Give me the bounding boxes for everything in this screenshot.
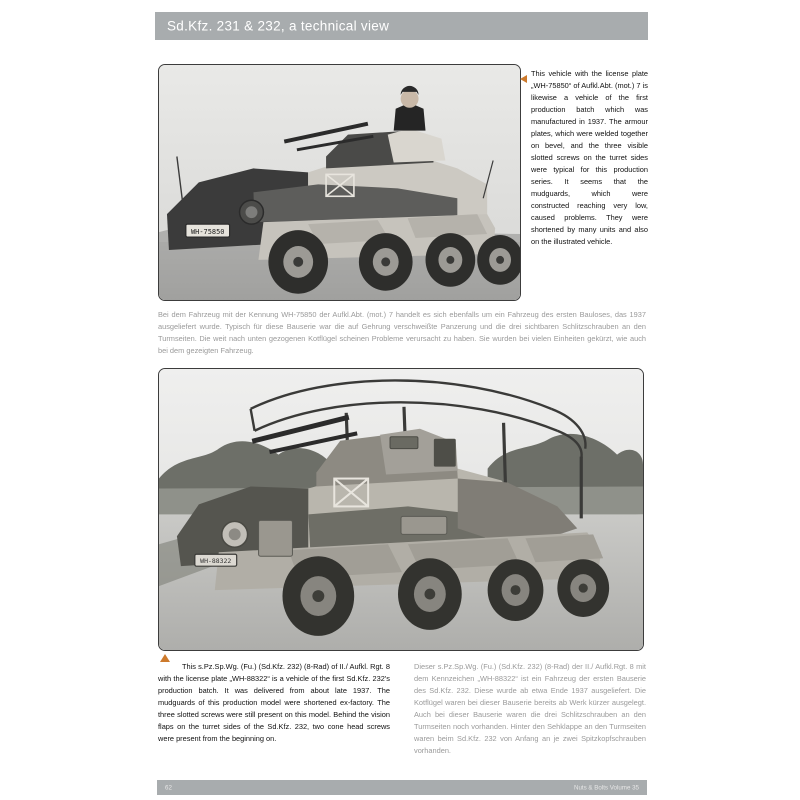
left-triangle-marker-icon: [520, 75, 527, 83]
caption-row-photo2: [158, 661, 646, 761]
page-number: 62: [165, 784, 172, 791]
page-title: Sd.Kfz. 231 & 232, a technical view: [167, 18, 390, 34]
caption-photo2-english: [158, 661, 390, 745]
up-triangle-marker-icon: [160, 654, 170, 662]
caption-photo2-english-text: This s.Pz.Sp.Wg. (Fu.) (Sd.Kfz. 232) (8-Rad) of II./ Aufkl. Rgt. 8 with the license plate „WH-88322“ is a vehicle of the first Sd.Kfz. 232's production batch. It was delivered from about late 1937. The mudguards of this production model were shortened ex-factory. The three slotted screws were still present on this model. Behind the vision flaps on the turret sides of the Sd.Kfz. 232, two cone head screws were present from the beginning on.: [158, 662, 390, 743]
photo-sdkfz-231: [158, 64, 521, 301]
photo-sdkfz-232: [158, 368, 644, 651]
caption-photo1-german-text: Bei dem Fahrzeug mit der Kennung WH-75850 der Aufkl.Abt. (mot.) 7 handelt es sich ebenfalls um ein Fahrzeug des ersten Bauloses, das 1937 ausgeliefert wurde. Typisch für diese Bauserie war die auf Gehrung verschweißte Panzerung und die drei sichtbaren Schlitzschrauben an den Turmseiten. Die weit nach unten gezogenen Kotflügel scheinen Probleme verursacht zu haben. Sie wurden bei vielen Einheiten gekürzt, wie auch bei dem gezeigten Fahrzeug.: [158, 310, 646, 355]
page-footer-bar: [157, 780, 647, 795]
publication-name: Nuts & Bolts Volume 35: [573, 784, 639, 791]
sdkfz-232-photo-image: [159, 369, 643, 651]
caption-photo2-german: [414, 661, 646, 757]
svg-text:WH-88322: WH-88322: [200, 557, 232, 566]
page-header-bar: [155, 12, 648, 40]
svg-text:WH-75850: WH-75850: [190, 228, 225, 237]
caption-photo1-german: [158, 309, 646, 357]
side-text-paragraph: This vehicle with the license plate „WH-75850“ of Aufkl.Abt. (mot.) 7 is likewise a vehicle of the first production batch which was manufactured in 1937. The armour plates, which were welded together on bevel, and the three visible slotted screws on the turret sides were typical for this production series. It seems that the mudguards, which were constructed reaching very low, caused problems. They were shortened by many units and also on the illustrated vehicle.: [531, 69, 648, 246]
side-text-column: [531, 68, 648, 248]
caption-photo2-german-text: Dieser s.Pz.Sp.Wg. (Fu.) (Sd.Kfz. 232) (8-Rad) der II./ Aufkl.Rgt. 8 mit dem Kennzeichen „WH-88322“ ist ein Fahrzeug der ersten Bauserie des Sd.Kfz. 232. Diese wurde ab etwa Ende 1937 ausgeliefert. Die Kotflügel waren bei dieser Bauserie bereits ab Werk kürzer ausgelegt. Auch bei dieser Bauserie waren die drei Schlitzschrauben an den Turmseiten noch vorhanden. Hinter den Sehklappe an den Turmseiten waren beim Sd.Kfz. 232 von Anfang an je zwei Spitzkopfschrauben vorhanden.: [414, 662, 646, 755]
sdkfz-231-photo-image: [159, 65, 520, 301]
